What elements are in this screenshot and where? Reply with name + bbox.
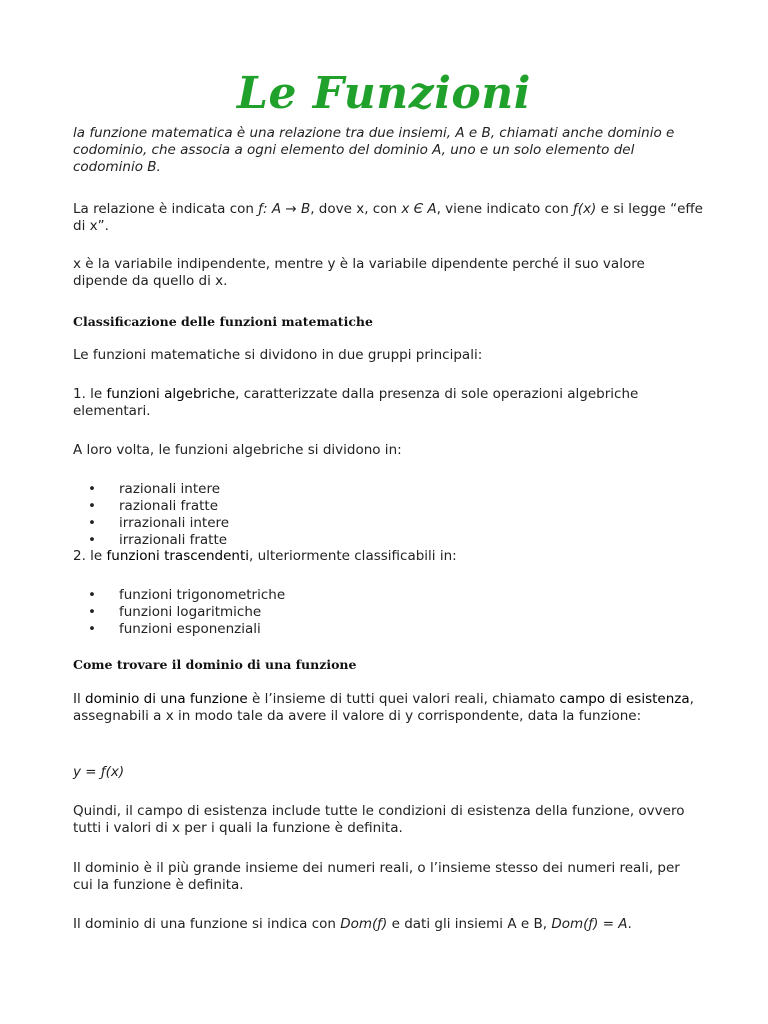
relation-text-a: La relazione è indicata con bbox=[73, 201, 259, 217]
notation-paragraph bbox=[73, 916, 703, 933]
domain-heading: Come trovare il dominio di una funzione bbox=[73, 657, 357, 672]
list-item: • razionali fratte bbox=[73, 498, 703, 515]
classification-heading: Classificazione delle funzioni matematiche bbox=[73, 314, 373, 329]
transcendental-term: funzioni trascendenti bbox=[106, 548, 249, 564]
relation-membership: x Є A bbox=[401, 201, 437, 217]
relation-text-c: , viene indicato con bbox=[436, 201, 574, 217]
relation-text-b: , dove x, con bbox=[310, 201, 402, 217]
algebraic-term: funzioni algebriche bbox=[106, 386, 236, 402]
notation-dom: Dom(ƒ) bbox=[340, 916, 388, 932]
list-item: • funzioni logaritmiche bbox=[73, 604, 703, 621]
list-item: • irrazionali fratte bbox=[73, 532, 703, 549]
algebraic-description: , caratterizzate dalla presenza di sole operazioni algebriche elementari. bbox=[73, 386, 639, 419]
relation-text-d: e si legge “effe di x”. bbox=[73, 201, 703, 234]
list-item: • funzioni esponenziali bbox=[73, 621, 703, 638]
relation-formula: ƒ: A → B bbox=[258, 201, 311, 217]
transcendental-paragraph bbox=[73, 548, 703, 565]
domain-text-c: , assegnabili a x in modo tale da avere il valore di y corrispondente, data la funzione: bbox=[73, 691, 694, 724]
algebraic-prefix: 1. le bbox=[73, 386, 107, 402]
algebraic-paragraph bbox=[73, 386, 703, 420]
transcendental-prefix: 2. le bbox=[73, 548, 107, 564]
intro-paragraph: la funzione matematica è una relazione tra due insiemi, A e B, chiamati anche dominio e codominio, che associa a ogni elemento del dominio A, uno e un solo elemento del codominio B. bbox=[73, 125, 675, 175]
domain-text-b: è l’insieme di tutti quei valori reali, chiamato bbox=[247, 691, 560, 707]
transcendental-description: , ulteriormente classificabili in: bbox=[249, 548, 457, 564]
notation-text-a: Il dominio di una funzione si indica con bbox=[73, 916, 341, 932]
function-formula: y = ƒ(x) bbox=[73, 764, 125, 780]
notation-text-b: e dati gli insiemi A e B, bbox=[387, 916, 552, 932]
existence-field-term: campo di esistenza bbox=[559, 691, 690, 707]
relation-fx: ƒ(x) bbox=[573, 201, 597, 217]
existence-paragraph: Quindi, il campo di esistenza include tutte le condizioni di esistenza della funzione, ovvero tutti i valori di x per i quali la funzione è definita. bbox=[73, 803, 685, 836]
algebraic-subtypes-intro: A loro volta, le funzioni algebriche si dividono in: bbox=[73, 442, 402, 458]
list-item: • funzioni trigonometriche bbox=[73, 587, 703, 604]
notation-dom-equals: Dom(ƒ) = A bbox=[551, 916, 628, 932]
notation-text-c: . bbox=[627, 916, 632, 932]
transcendental-list bbox=[73, 587, 703, 638]
domain-term: dominio di una funzione bbox=[85, 691, 248, 707]
list-item: • irrazionali intere bbox=[73, 515, 703, 532]
list-item: • razionali intere bbox=[73, 481, 703, 498]
groups-paragraph: Le funzioni matematiche si dividono in due gruppi principali: bbox=[73, 347, 483, 363]
real-domain-paragraph: Il dominio è il più grande insieme dei numeri reali, o l’insieme stesso dei numeri reali, per cui la funzione è definita. bbox=[73, 860, 680, 893]
relation-paragraph bbox=[73, 201, 703, 235]
domain-text-a: Il bbox=[73, 691, 86, 707]
page-title: Le Funzioni bbox=[237, 68, 531, 119]
domain-paragraph bbox=[73, 691, 703, 725]
variable-paragraph: x è la variabile indipendente, mentre y è la variabile dipendente perché il suo valore dipende da quello di x. bbox=[73, 256, 645, 289]
algebraic-list bbox=[73, 481, 703, 549]
